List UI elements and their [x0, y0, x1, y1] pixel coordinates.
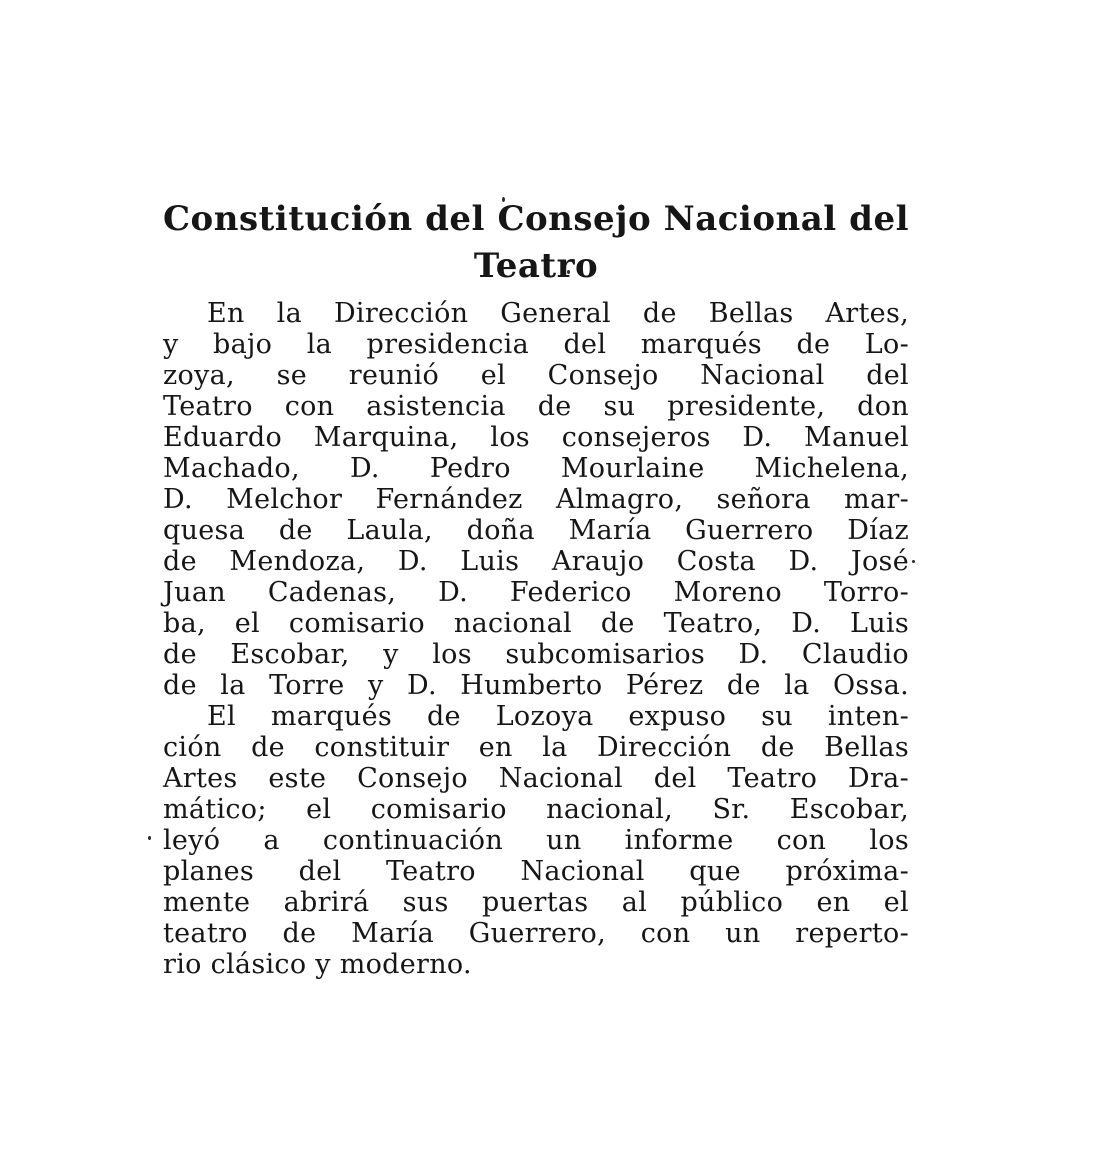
text-line: zoya, se reunió el Consejo Nacional del: [163, 360, 909, 391]
text-line: rio clásico y moderno.: [163, 949, 472, 980]
text-line: Juan Cadenas, D. Federico Moreno Torro-: [163, 577, 909, 608]
headline-line-1: Constitución del Consejo Nacional del: [163, 199, 909, 239]
scan-speck: [912, 560, 915, 563]
text-line: El marqués de Lozoya expuso su inten-: [207, 701, 909, 732]
text-line: de Escobar, y los subcomisarios D. Claudio: [163, 639, 909, 670]
text-line: D. Melchor Fernández Almagro, señora mar-: [163, 484, 909, 515]
text-line: de Mendoza, D. Luis Araujo Costa D. José: [163, 546, 909, 577]
text-line: quesa de Laula, doña María Guerrero Díaz: [163, 515, 909, 546]
text-line: mático; el comisario nacional, Sr. Escobar,: [163, 794, 909, 825]
text-line: Eduardo Marquina, los consejeros D. Manuel: [163, 422, 909, 453]
article-paragraph-2: [163, 701, 909, 980]
text-line: y bajo la presidencia del marqués de Lo-: [163, 329, 909, 360]
text-line: Teatro con asistencia de su presidente, don: [163, 391, 909, 422]
text-line: leyó a continuación un informe con los: [163, 825, 909, 856]
text-line: Machado, D. Pedro Mourlaine Michelena,: [163, 453, 909, 484]
article-column: [163, 196, 909, 980]
article-paragraph-1: [163, 298, 909, 701]
article-headline: [163, 196, 909, 290]
text-line: planes del Teatro Nacional que próxima-: [163, 856, 909, 887]
text-line: ba, el comisario nacional de Teatro, D. Luis: [163, 608, 909, 639]
text-line: Artes este Consejo Nacional del Teatro Dra-: [163, 763, 909, 794]
text-line: mente abrirá sus puertas al público en el: [163, 887, 909, 918]
text-line: de la Torre y D. Humberto Pérez de la Ossa.: [163, 670, 909, 701]
text-line: En la Dirección General de Bellas Artes,: [207, 298, 909, 329]
headline-line-2: Teatro: [473, 246, 599, 286]
text-line: teatro de María Guerrero, con un reperto-: [163, 918, 909, 949]
scan-speck: [148, 836, 151, 840]
text-line: ción de constituir en la Dirección de Bellas: [163, 732, 909, 763]
